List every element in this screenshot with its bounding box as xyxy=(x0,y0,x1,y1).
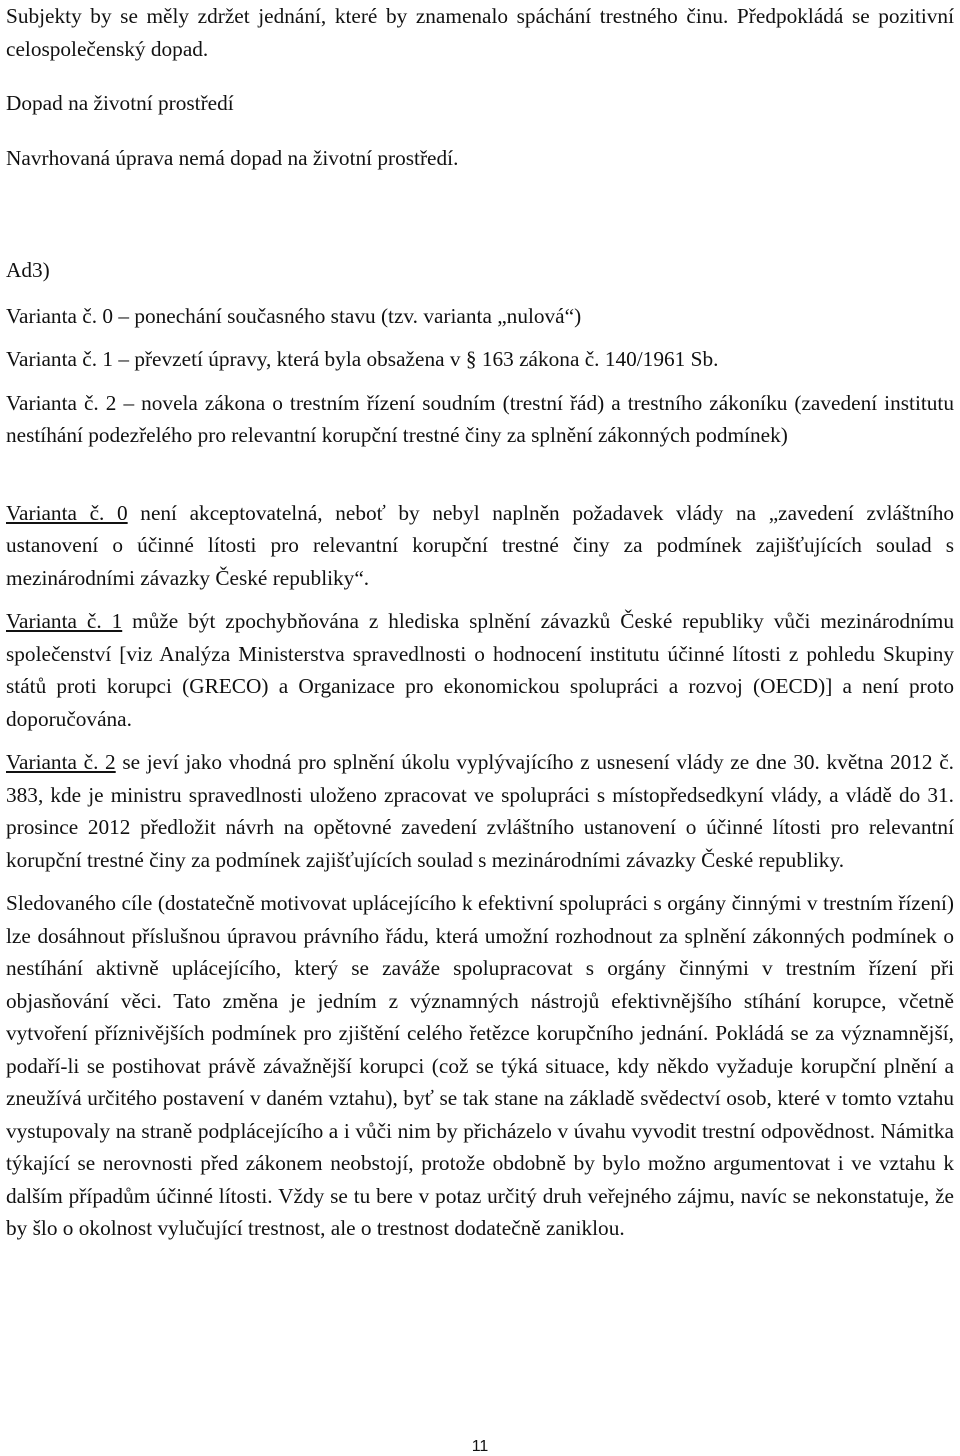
environment-heading: Dopad na životní prostředí xyxy=(6,91,234,115)
variant-1-label: Varianta č. 1 xyxy=(6,609,123,633)
variant-2-description: Varianta č. 2 – novela zákona o trestním řízení soudním (trestní řád) a trestního zákoníku (zavedení institutu nestíhání podezřelého pro relevantní korupční trestné činy za splnění zákonných podmínek) xyxy=(6,390,954,447)
variant-2-evaluation xyxy=(6,746,954,876)
variant-1-evaluation xyxy=(6,605,954,735)
variant-0-evaluation-text: není akceptovatelná, neboť by nebyl naplněn požadavek vlády na „zavedení zvláštního ustanovení o účinné lítosti pro relevantní korupční trestné činy za podmínek zajišťujících soulad s mezinárodními závazky České republiky“. xyxy=(6,500,955,590)
variant-0-label: Varianta č. 0 xyxy=(6,500,128,525)
variant-0-evaluation xyxy=(6,497,954,595)
goal-paragraph: Sledovaného cíle (dostatečně motivovat uplácejícího k efektivní spolupráci s orgány činnými v trestním řízení) lze dosáhnout příslušnou úpravou právního řádu, která umožní rozhodnout za splnění zákonných podmínek o nestíhání aktivně uplácejícího, který se zaváže spolupracovat s orgány činnými v trestním řízení při objasňování věci. Tato změna je jedním z významných nástrojů efektivnějšího stíhání korupce, včetně vytvoření příznivějších podmínek pro zjištění celého řetězce korupčního jednání. Pokládá se za významnější, podaří-li se postihovat právě závažnější korupci (což se týká situace, kdy někdo vyžaduje korupční plnění a zneužívá určitého postavení v daném vztahu), byť se tak stane na základě svědectví osob, které v tomto vztahu vystupovaly na straně podplácejícího a i vůči nim by přicházelo v úvahu vyvodit trestní odpovědnost. Námitka týkající se nerovnosti před zákonem neobstojí, protože obdobně by bylo možno argumentovat i ve vztahu k dalším případům účinné lítosti. Vždy se tu bere v potaz určitý druh veřejného zájmu, navíc se nekonstatuje, že by šlo o okolnost vylučující trestnost, ale o trestnost dodatečně zaniklou. xyxy=(6,891,954,1240)
document-page xyxy=(6,0,954,1245)
variant-0-description: Varianta č. 0 – ponechání současného stavu (tzv. varianta „nulová“) xyxy=(6,303,582,328)
page-number: 11 xyxy=(471,1438,489,1455)
paragraph-subjects: Subjekty by se měly zdržet jednání, které by znamenalo spáchání trestného činu. Předpokládá se pozitivní celospolečenský dopad. xyxy=(6,4,954,61)
variant-2-evaluation-text: se jeví jako vhodná pro splnění úkolu vyplývajícího z usnesení vlády ze dne 30. května 2012 č. 383, kde je ministru spravedlnosti uloženo zpracovat ve spolupráci s místopředsedkyní vlády, a vládě do 31. prosince 2012 předložit návrh na opětovné zavedení zvláštního ustanovení o účinné lítosti pro relevantní korupční trestné činy za podmínek zajišťujících soulad s mezinárodními závazky České republiky. xyxy=(6,750,954,872)
ad3-heading: Ad3) xyxy=(6,258,50,282)
variant-1-description: Varianta č. 1 – převzetí úpravy, která byla obsažena v § 163 zákona č. 140/1961 Sb. xyxy=(6,347,719,371)
variant-2-label: Varianta č. 2 xyxy=(6,750,116,774)
variant-1-evaluation-text: může být zpochybňována z hlediska splnění závazků České republiky vůči mezinárodnímu společenství [viz Analýza Ministerstva spravedlnosti o hodnocení institutu účinné lítosti z pohledu Skupiny států proti korupci (GRECO) a Organizace pro ekonomickou spolupráci a rozvoj (OECD)] a není proto doporučována. xyxy=(6,609,954,731)
environment-text: Navrhovaná úprava nemá dopad na životní prostředí. xyxy=(6,145,459,170)
